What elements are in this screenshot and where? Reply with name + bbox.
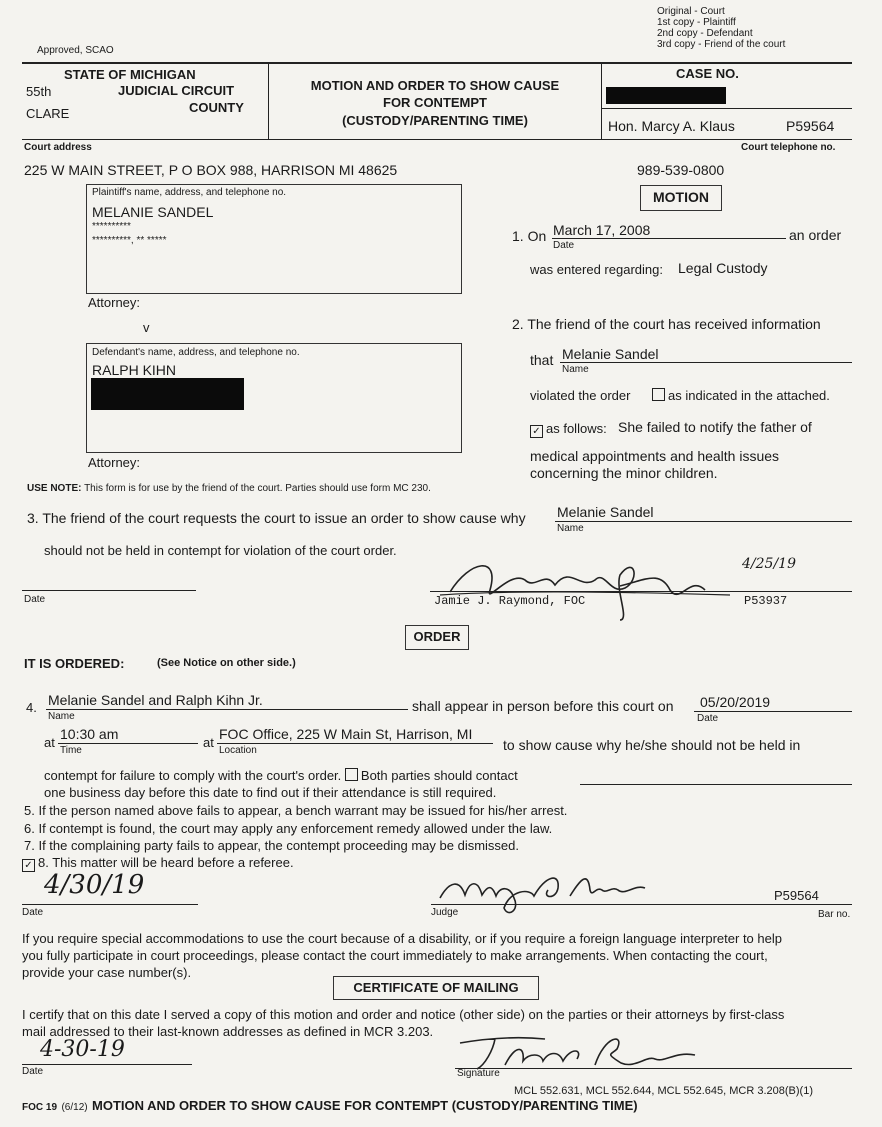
item3-date-label: Date — [24, 594, 46, 605]
plaintiff-label: Plaintiff's name, address, and telephone no. — [92, 187, 287, 198]
court-address-label: Court address — [24, 142, 92, 153]
location-label: Location — [219, 745, 257, 756]
approved-label: Approved, SCAO — [37, 45, 114, 56]
certificate-line-1: I certify that on this date I served a copy of this motion and order and notice (other side) on the parties or their attorneys by first-class — [22, 1007, 785, 1022]
footer-mcl: MCL 552.631, MCL 552.644, MCL 552.645, MCR 3.208(B)(1) — [514, 1085, 813, 1097]
at-1: at — [44, 735, 55, 750]
state-label: STATE OF MICHIGAN — [64, 67, 196, 82]
item3-line2: should not be held in contempt for violation of the court order. — [44, 543, 397, 558]
item1-date-label: Date — [553, 240, 575, 251]
case-number-redaction — [606, 87, 726, 104]
item2-text: 2. The friend of the court has received information — [512, 316, 821, 332]
motion-heading: MOTION — [653, 189, 709, 205]
court-phone: 989-539-0800 — [637, 162, 725, 178]
item7: 7. If the complaining party fails to appear, the contempt proceeding may be dismissed. — [24, 838, 519, 853]
bar-no-label: Bar no. — [818, 909, 851, 920]
use-note — [27, 483, 431, 494]
foc-sign-date: 4/25/19 — [742, 556, 796, 572]
header-bottom-rule — [22, 139, 852, 140]
judge-bar: P59564 — [774, 888, 819, 903]
circuit-label: JUDICIAL CIRCUIT — [118, 83, 235, 98]
footer-title-row — [22, 1097, 638, 1115]
item2-violated: violated the order — [530, 388, 631, 403]
item4-name-label: Name — [48, 711, 75, 722]
versus: v — [143, 320, 150, 335]
accommodation-text — [22, 930, 862, 981]
item1-regarding: Legal Custody — [678, 260, 768, 276]
signature-label: Signature — [457, 1068, 500, 1079]
order-date-line — [22, 904, 198, 905]
item3-name: Melanie Sandel — [557, 504, 654, 520]
item3-name-line — [555, 521, 852, 522]
title-line-3: (CUSTODY/PARENTING TIME) — [342, 113, 528, 128]
item6: 6. If contempt is found, the court may apply any enforcement remedy allowed under the law. — [24, 821, 553, 836]
item2-name: Melanie Sandel — [562, 346, 659, 362]
item4-names-line — [46, 709, 408, 710]
it-is-ordered: IT IS ORDERED: — [24, 656, 125, 671]
footer-title: MOTION AND ORDER TO SHOW CAUSE FOR CONTEMPT (CUSTODY/PARENTING TIME) — [92, 1098, 638, 1113]
item8-label: 8. This matter will be heard before a referee. — [38, 855, 294, 870]
item2-name-label: Name — [562, 364, 589, 375]
defendant-label: Defendant's name, address, and telephone no. — [92, 347, 300, 358]
item4-names: Melanie Sandel and Ralph Kihn Jr. — [48, 692, 263, 708]
item5: 5. If the person named above fails to appear, a bench warrant may be issued for his/her arrest. — [24, 803, 568, 818]
item2-that: that — [530, 352, 554, 368]
copy-plaintiff: 1st copy - Plaintiff — [657, 17, 736, 28]
title-line-2: FOR CONTEMPT — [383, 95, 487, 110]
circuit-number: 55th — [26, 84, 52, 99]
county-label: COUNTY — [189, 100, 244, 115]
appear-location: FOC Office, 225 W Main St, Harrison, MI — [219, 726, 473, 742]
follows-option-label: as follows: — [546, 421, 607, 436]
plaintiff-address-1: ********** — [92, 221, 131, 232]
footer-form: FOC 19 — [22, 1102, 58, 1113]
both-parties-option[interactable] — [345, 768, 518, 783]
item1-date-line — [552, 238, 786, 239]
judge-sign-line — [431, 904, 852, 905]
certificate-date: 4-30-19 — [40, 1037, 125, 1062]
item3-date-line — [22, 590, 196, 591]
certificate-date-label: Date — [22, 1066, 44, 1077]
copy-original: Original - Court — [657, 6, 725, 17]
order-sign-date: 4/30/19 — [44, 870, 145, 900]
use-note-text: This form is for use by the friend of the court. Parties should use form MC 230. — [84, 483, 431, 494]
order-heading: ORDER — [413, 629, 461, 644]
item2-attached-option[interactable] — [652, 388, 830, 403]
judge-signature — [430, 860, 690, 920]
accommodation-line-2: you fully participate in court proceedings, please contact the court immediately to make arrangements. When contacting the court, — [22, 948, 768, 963]
judge-label: Judge — [431, 907, 459, 918]
item4-date-label: Date — [697, 713, 719, 724]
both-parties-label: Both parties should contact — [360, 768, 518, 783]
title-line-1: MOTION AND ORDER TO SHOW CAUSE — [310, 78, 560, 93]
item4-line4: one business day before this date to find out if their attendance is still required. — [44, 785, 497, 800]
mailer-sign-line — [455, 1068, 852, 1069]
follows-text-1: She failed to notify the father of — [618, 419, 812, 435]
at-2: at — [203, 735, 214, 750]
order-date-label: Date — [22, 907, 44, 918]
certificate-line-2: mail addressed to their last-known addresses as defined in MCR 3.203. — [22, 1024, 434, 1039]
header-divider-right — [601, 63, 602, 139]
foc-sign-line — [430, 591, 852, 592]
see-notice: (See Notice on other side.) — [157, 657, 296, 669]
plaintiff-attorney-label: Attorney: — [88, 295, 141, 310]
case-no-rule — [602, 108, 852, 109]
item2-name-line — [560, 362, 852, 363]
mailer-signature — [455, 1025, 715, 1073]
use-note-label: USE NOTE: — [27, 483, 82, 494]
case-no-label: CASE NO. — [676, 66, 739, 81]
follows-text-2: medical appointments and health issues — [530, 448, 780, 464]
item2-follows-option[interactable] — [530, 421, 607, 438]
both-parties-checkbox[interactable] — [345, 768, 358, 781]
defendant-name: RALPH KIHN — [92, 362, 177, 378]
item4-line3 — [44, 768, 518, 783]
copy-foc: 3rd copy - Friend of the court — [657, 39, 786, 50]
header-top-rule — [22, 62, 852, 64]
appear-location-line — [217, 743, 493, 744]
appear-time: 10:30 am — [60, 726, 119, 742]
footer-revision: (6/12) — [61, 1102, 88, 1113]
item1-line2: was entered regarding: — [530, 262, 663, 277]
plaintiff-address-2: **********, ** ***** — [92, 235, 167, 246]
follows-text-3: concerning the minor children. — [530, 465, 718, 481]
item4-appear: shall appear in person before this court on — [412, 698, 674, 714]
item1-tail: an order — [789, 227, 842, 243]
item4-num: 4. — [26, 700, 37, 715]
plaintiff-name: MELANIE SANDEL — [92, 204, 214, 220]
item4-tail: to show cause why he/she should not be held in — [503, 737, 801, 753]
copies-list — [657, 6, 785, 50]
certificate-date-line — [22, 1064, 192, 1065]
item1-date: March 17, 2008 — [553, 222, 651, 238]
copy-defendant: 2nd copy - Defendant — [657, 28, 753, 39]
item3-name-label: Name — [557, 523, 584, 534]
defendant-attorney-label: Attorney: — [88, 455, 141, 470]
attached-checkbox[interactable] — [652, 388, 665, 401]
court-address: 225 W MAIN STREET, P O BOX 988, HARRISON MI 48625 — [24, 162, 398, 178]
county-name: CLARE — [26, 106, 70, 121]
certificate-heading: CERTIFICATE OF MAILING — [353, 980, 519, 995]
appear-time-line — [58, 743, 198, 744]
item3-text: 3. The friend of the court requests the court to issue an order to show cause why — [27, 510, 526, 526]
foc-signer-bar: P53937 — [744, 594, 788, 608]
judge-bar-number: P59564 — [786, 118, 835, 134]
attached-option-label: as indicated in the attached. — [668, 388, 830, 403]
item4-date-line — [694, 711, 852, 712]
both-parties-contact-line — [580, 784, 852, 785]
referee-checkbox[interactable]: ✓ — [22, 859, 35, 872]
judge-name: Hon. Marcy A. Klaus — [608, 118, 735, 134]
follows-checkbox[interactable]: ✓ — [530, 425, 543, 438]
time-label: Time — [60, 745, 82, 756]
defendant-address-redaction — [91, 378, 244, 410]
item4-date: 05/20/2019 — [700, 694, 771, 710]
court-phone-label: Court telephone no. — [741, 142, 836, 153]
item1-label: 1. On — [512, 228, 547, 244]
certificate-text — [22, 1006, 862, 1040]
foc-signer: Jamie J. Raymond, FOC — [434, 594, 586, 608]
accommodation-line-3: provide your case number(s). — [22, 965, 192, 980]
item4-line3-text: contempt for failure to comply with the court's order. — [44, 768, 342, 783]
accommodation-line-1: If you require special accommodations to use the court because of a disability, or if you require a foreign language interpreter to help — [22, 931, 782, 946]
